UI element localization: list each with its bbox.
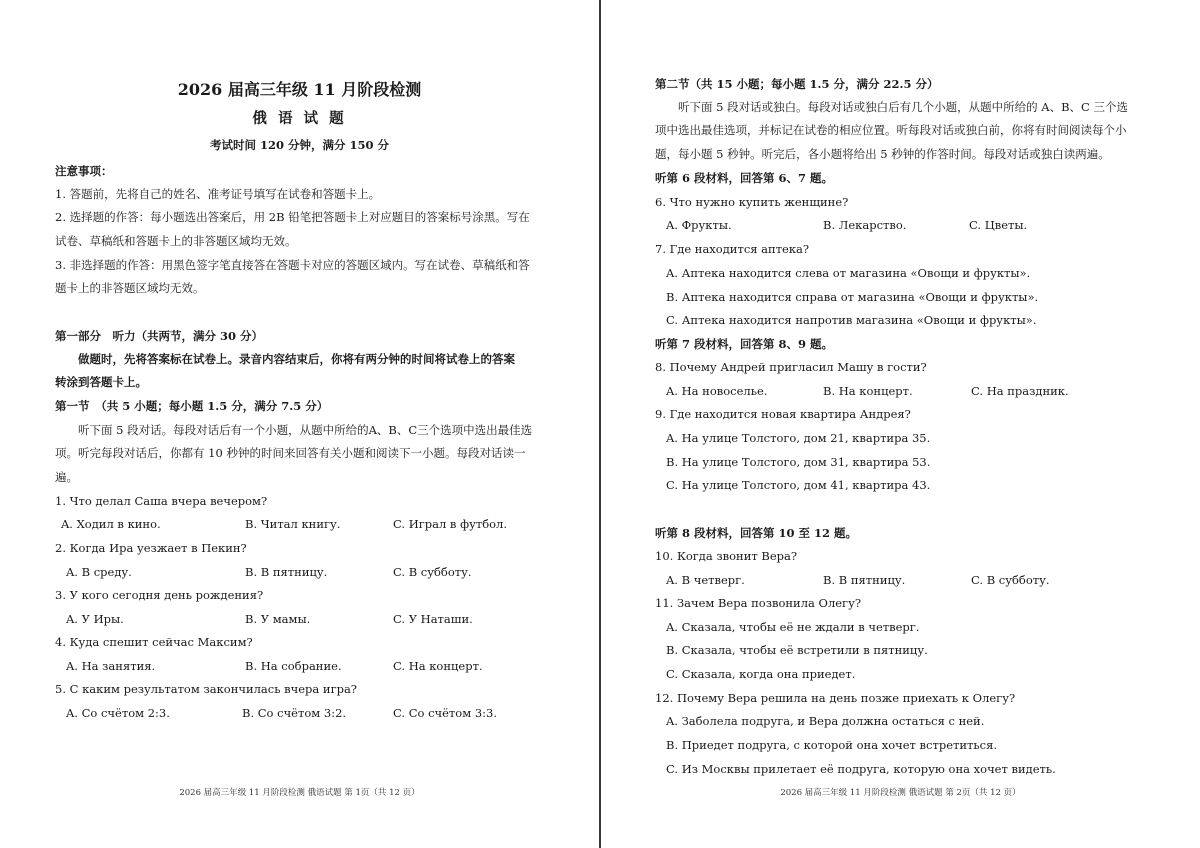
option-a: A. Аптека находится слева от магазина «Овощи и фрукты». bbox=[666, 266, 1031, 280]
notice-item: 试卷、草稿纸和答题卡上的非答题区域均无效。 bbox=[55, 234, 297, 248]
option-a: A. На новоселье. bbox=[666, 384, 768, 398]
option-c: C. Из Москвы прилетает её подруга, которую она хочет видеть. bbox=[666, 762, 1056, 776]
page-2 bbox=[601, 0, 1200, 848]
option-a: A. Заболела подруга, и Вера должна остаться с ней. bbox=[666, 714, 985, 728]
option-b: B. Лекарство. bbox=[823, 218, 907, 232]
option-b: B. Читал книгу. bbox=[245, 517, 341, 531]
notice-item: 题卡上的非答题区域均无效。 bbox=[55, 281, 205, 295]
part1-instructions: 转涂到答题卡上。 bbox=[55, 375, 147, 389]
question: 12. Почему Вера решила на день позже приехать к Олегу? bbox=[655, 691, 1016, 705]
option-b: B. Сказала, чтобы её встретили в пятницу. bbox=[666, 643, 928, 657]
question: 2. Когда Ира уезжает в Пекин? bbox=[55, 541, 247, 555]
option-a: A. На улице Толстого, дом 21, квартира 35. bbox=[666, 431, 931, 445]
notice-title: 注意事项： bbox=[55, 164, 113, 178]
question: 10. Когда звонит Вера? bbox=[655, 549, 798, 563]
option-a: A. Со счётом 2:3. bbox=[66, 706, 170, 720]
section1-instructions: 听下面 5 段对话。每段对话后有一个小题，从题中所给的A、B、C三个选项中选出最佳选 bbox=[78, 423, 533, 437]
option-a: A. Сказала, чтобы её не ждали в четверг. bbox=[666, 620, 920, 634]
option-b: B. В пятницу. bbox=[245, 565, 328, 579]
option-a: A. В четверг. bbox=[666, 573, 745, 587]
option-b: B. Приедет подруга, с которой она хочет встретиться. bbox=[666, 738, 997, 752]
material-heading: 听第 7 段材料，回答第 8、9 题。 bbox=[655, 337, 834, 351]
question: 7. Где находится аптека? bbox=[655, 242, 810, 256]
exam-info: 考试时间 120 分钟，满分 150 分 bbox=[209, 138, 390, 152]
notice-item: 3. 非选择题的作答：用黑色签字笔直接答在答题卡对应的答题区域内。写在试卷、草稿纸和答 bbox=[55, 258, 530, 272]
page-footer: 2026 届高三年级 11 月阶段检测 俄语试题 第 2页（共 12 页） bbox=[780, 788, 1021, 798]
question: 11. Зачем Вера позвонила Олегу? bbox=[655, 596, 862, 610]
option-c: C. На праздник. bbox=[971, 384, 1069, 398]
option-c: C. Аптека находится напротив магазина «Овощи и фрукты». bbox=[666, 313, 1037, 327]
question: 6. Что нужно купить женщине? bbox=[655, 195, 849, 209]
section1-instructions: 遍。 bbox=[55, 470, 78, 484]
option-a: A. Ходил в кино. bbox=[61, 517, 161, 531]
exam-subtitle: 俄 语 试 题 bbox=[252, 110, 347, 127]
section2-instructions: 题，每小题 5 秒钟。听完后，各小题将给出 5 秒钟的作答时间。每段对话或独白读两遍。 bbox=[655, 147, 1110, 161]
option-b: B. Аптека находится справа от магазина «Овощи и фрукты». bbox=[666, 290, 1039, 304]
option-c: C. В субботу. bbox=[971, 573, 1050, 587]
option-b: B. На собрание. bbox=[245, 659, 342, 673]
part1-instructions: 做题时，先将答案标在试卷上。录音内容结束后，你将有两分钟的时间将试卷上的答案 bbox=[78, 352, 515, 366]
question: 1. Что делал Саша вчера вечером? bbox=[55, 494, 268, 508]
option-c: C. У Наташи. bbox=[393, 612, 473, 626]
option-b: B. Со счётом 3:2. bbox=[242, 706, 347, 720]
section1-title: 第一节 （共 5 小题；每小题 1.5 分，满分 7.5 分） bbox=[55, 399, 329, 413]
option-a: A. Фрукты. bbox=[666, 218, 732, 232]
option-a: A. У Иры. bbox=[66, 612, 124, 626]
option-c: C. В субботу. bbox=[393, 565, 472, 579]
section1-instructions: 项。听完每段对话后，你都有 10 秒钟的时间来回答有关小题和阅读下一小题。每段对话读一 bbox=[55, 446, 526, 460]
question: 9. Где находится новая квартира Андрея? bbox=[655, 407, 911, 421]
option-b: B. У мамы. bbox=[245, 612, 311, 626]
option-c: C. На улице Толстого, дом 41, квартира 43. bbox=[666, 478, 931, 492]
question: 4. Куда спешит сейчас Максим? bbox=[55, 635, 253, 649]
option-b: B. В пятницу. bbox=[823, 573, 906, 587]
exam-title: 2026 届高三年级 11 月阶段检测 bbox=[177, 80, 422, 99]
notice-item: 1. 答题前，先将自己的姓名、准考证号填写在试卷和答题卡上。 bbox=[55, 187, 381, 201]
option-a: A. На занятия. bbox=[66, 659, 156, 673]
section2-instructions: 听下面 5 段对话或独白。每段对话或独白后有几个小题，从题中所给的 A、B、C 三个选 bbox=[678, 100, 1128, 114]
page-footer: 2026 届高三年级 11 月阶段检测 俄语试题 第 1页（共 12 页） bbox=[179, 788, 420, 798]
page-1 bbox=[0, 0, 599, 848]
option-b: B. На концерт. bbox=[823, 384, 913, 398]
option-c: C. Играл в футбол. bbox=[393, 517, 508, 531]
option-c: C. Цветы. bbox=[969, 218, 1028, 232]
option-a: A. В среду. bbox=[66, 565, 132, 579]
part1-title: 第一部分 听力（共两节，满分 30 分） bbox=[55, 329, 264, 343]
option-c: C. На концерт. bbox=[393, 659, 483, 673]
question: 5. С каким результатом закончилась вчера игра? bbox=[55, 682, 357, 696]
material-heading: 听第 8 段材料，回答第 10 至 12 题。 bbox=[655, 526, 858, 540]
option-c: C. Со счётом 3:3. bbox=[393, 706, 497, 720]
section2-instructions: 项中选出最佳选项，并标记在试卷的相应位置。听每段对话或独白前，你将有时间阅读每个小 bbox=[655, 123, 1127, 137]
option-c: C. Сказала, когда она приедет. bbox=[666, 667, 856, 681]
material-heading: 听第 6 段材料，回答第 6、7 题。 bbox=[655, 171, 834, 185]
option-b: B. На улице Толстого, дом 31, квартира 53. bbox=[666, 455, 931, 469]
question: 3. У кого сегодня день рождения? bbox=[55, 588, 264, 602]
notice-item: 2. 选择题的作答：每小题选出答案后，用 2B 铅笔把答题卡上对应题目的答案标号涂黑。写在 bbox=[55, 210, 530, 224]
question: 8. Почему Андрей пригласил Машу в гости? bbox=[655, 360, 927, 374]
section2-title: 第二节（共 15 小题；每小题 1.5 分，满分 22.5 分） bbox=[655, 77, 939, 91]
